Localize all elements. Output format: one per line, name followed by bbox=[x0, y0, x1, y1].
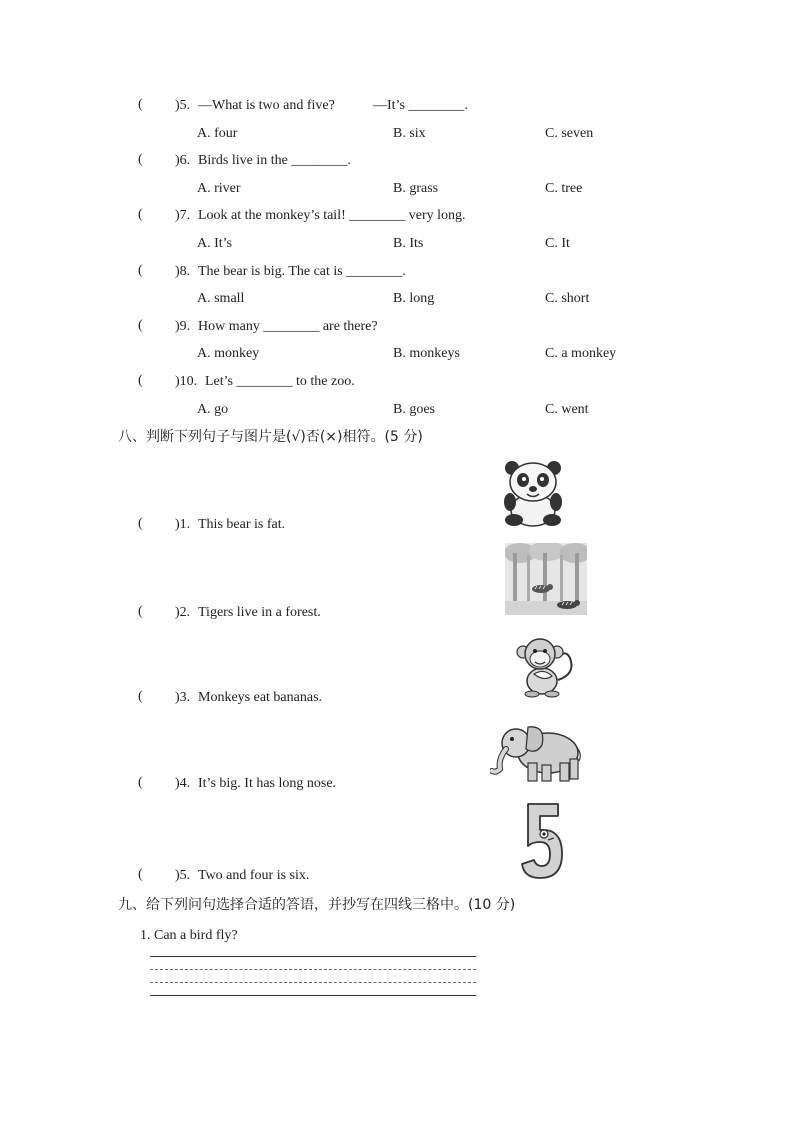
forest-tigers-picture bbox=[505, 543, 587, 615]
grid-line-bottom bbox=[150, 995, 476, 996]
option-c: C. tree bbox=[545, 181, 583, 196]
answer-paren: ( bbox=[138, 152, 143, 167]
option-b: B. six bbox=[393, 126, 426, 141]
section-8-heading: 八、判断下列句子与图片是(√)否(×)相符。(5 分) bbox=[118, 429, 423, 445]
answer-paren: ( bbox=[138, 516, 143, 531]
question-stem: Let’s ________ to the zoo. bbox=[205, 374, 355, 389]
question-stem: How many ________ are there? bbox=[198, 319, 378, 334]
question-stem: Birds live in the ________. bbox=[198, 153, 351, 168]
statement-text: Two and four is six. bbox=[198, 868, 310, 883]
question-stem: Look at the monkey’s tail! ________ very long. bbox=[198, 208, 466, 223]
option-b: B. goes bbox=[393, 402, 435, 417]
answer-paren: ( bbox=[138, 207, 143, 222]
option-b: B. long bbox=[393, 291, 435, 306]
statement-text: Tigers live in a forest. bbox=[198, 605, 321, 620]
statement-text: Monkeys eat bananas. bbox=[198, 690, 323, 705]
number-five-picture bbox=[520, 800, 564, 880]
answer-paren: ( bbox=[138, 775, 143, 790]
answer-paren: ( bbox=[138, 689, 143, 704]
statement-text: This bear is fat. bbox=[198, 517, 286, 532]
question-stem-answer: —It’s ________. bbox=[373, 98, 468, 113]
question-number: )7. bbox=[175, 208, 191, 223]
option-a: A. It’s bbox=[197, 236, 232, 251]
question-stem: —What is two and five? bbox=[198, 98, 335, 113]
grid-line-top bbox=[150, 956, 476, 957]
grid-line-dashed bbox=[150, 969, 476, 970]
option-b: B. Its bbox=[393, 236, 424, 251]
option-c: C. short bbox=[545, 291, 590, 306]
question-number: )1. bbox=[175, 517, 191, 532]
question-stem: The bear is big. The cat is ________. bbox=[198, 264, 406, 279]
option-b: B. grass bbox=[393, 181, 439, 196]
question-number: )10. bbox=[175, 374, 198, 389]
answer-paren: ( bbox=[138, 867, 143, 882]
option-b: B. monkeys bbox=[393, 346, 460, 361]
panda-picture bbox=[500, 458, 566, 528]
section-9-heading: 九、给下列问句选择合适的答语，并抄写在四线三格中。(10 分) bbox=[118, 897, 516, 913]
question-number: )5. bbox=[175, 868, 191, 883]
answer-paren: ( bbox=[138, 604, 143, 619]
option-c: C. seven bbox=[545, 126, 594, 141]
grid-line-dashed bbox=[150, 982, 476, 983]
question-number: )9. bbox=[175, 319, 191, 334]
option-c: C. It bbox=[545, 236, 570, 251]
monkey-picture bbox=[514, 634, 578, 698]
question-number: )5. bbox=[175, 98, 191, 113]
question-number: )2. bbox=[175, 605, 191, 620]
option-c: C. went bbox=[545, 402, 589, 417]
option-a: A. small bbox=[197, 291, 245, 306]
question-number: )6. bbox=[175, 153, 191, 168]
answer-paren: ( bbox=[138, 263, 143, 278]
answer-paren: ( bbox=[138, 318, 143, 333]
option-a: A. four bbox=[197, 126, 238, 141]
question-number: )4. bbox=[175, 776, 191, 791]
option-a: A. river bbox=[197, 181, 241, 196]
question-1: 1. Can a bird fly? bbox=[140, 928, 238, 943]
option-c: C. a monkey bbox=[545, 346, 617, 361]
option-a: A. go bbox=[197, 402, 229, 417]
option-a: A. monkey bbox=[197, 346, 260, 361]
question-number: )8. bbox=[175, 264, 191, 279]
statement-text: It’s big. It has long nose. bbox=[198, 776, 337, 791]
answer-paren: ( bbox=[138, 373, 143, 388]
question-number: )3. bbox=[175, 690, 191, 705]
answer-paren: ( bbox=[138, 97, 143, 112]
elephant-picture bbox=[490, 715, 582, 785]
